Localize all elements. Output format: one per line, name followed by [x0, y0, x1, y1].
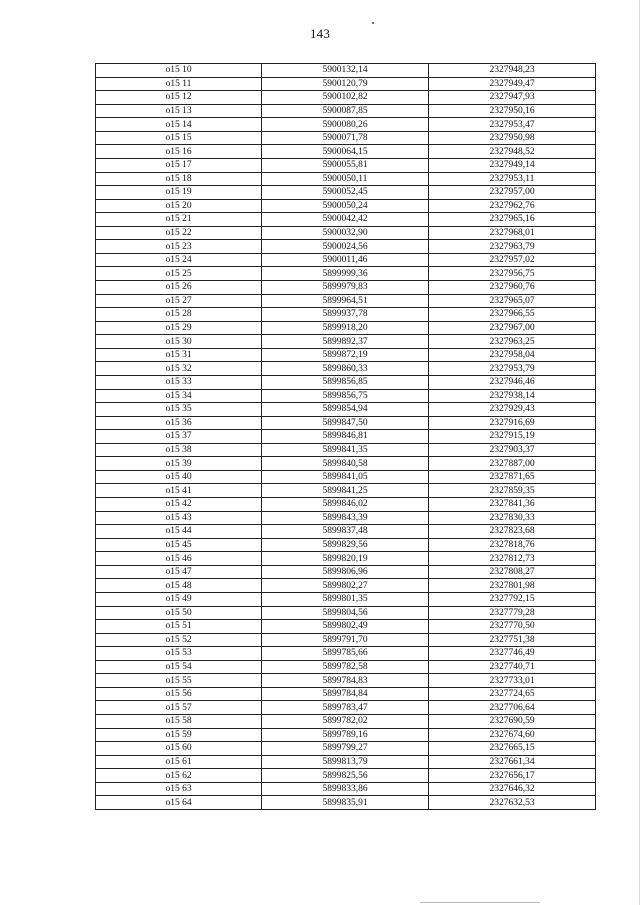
point-id-cell: о15 40: [96, 470, 262, 484]
table-row: [96, 104, 596, 118]
y-coordinate-cell: 2327859,35: [429, 484, 596, 498]
y-coordinate-cell: 2327929,43: [429, 403, 596, 417]
point-id-cell: о15 44: [96, 525, 262, 539]
table-row: [96, 199, 596, 213]
table-row: [96, 64, 596, 78]
y-coordinate-cell: 2327812,73: [429, 552, 596, 566]
table-row: [96, 118, 596, 132]
x-coordinate-cell: 5899892,37: [262, 335, 429, 349]
x-coordinate-cell: 5899783,47: [262, 701, 429, 715]
x-coordinate-cell: 5899856,75: [262, 389, 429, 403]
point-id-cell: о15 24: [96, 253, 262, 267]
point-id-cell: о15 51: [96, 620, 262, 634]
x-coordinate-cell: 5899964,51: [262, 294, 429, 308]
table-row: [96, 538, 596, 552]
y-coordinate-cell: 2327968,01: [429, 226, 596, 240]
x-coordinate-cell: 5900052,45: [262, 186, 429, 200]
y-coordinate-cell: 2327871,65: [429, 470, 596, 484]
x-coordinate-cell: 5899843,39: [262, 511, 429, 525]
table-row: [96, 687, 596, 701]
table-row: [96, 728, 596, 742]
x-coordinate-cell: 5899784,84: [262, 687, 429, 701]
point-id-cell: о15 62: [96, 769, 262, 783]
point-id-cell: о15 15: [96, 131, 262, 145]
point-id-cell: о15 46: [96, 552, 262, 566]
x-coordinate-cell: 5899782,58: [262, 660, 429, 674]
y-coordinate-cell: 2327949,14: [429, 158, 596, 172]
y-coordinate-cell: 2327957,02: [429, 253, 596, 267]
table-row: [96, 769, 596, 783]
point-id-cell: о15 20: [96, 199, 262, 213]
point-id-cell: о15 50: [96, 606, 262, 620]
table-row: [96, 660, 596, 674]
y-coordinate-cell: 2327770,50: [429, 620, 596, 634]
table-row: [96, 552, 596, 566]
point-id-cell: о15 56: [96, 687, 262, 701]
point-id-cell: о15 18: [96, 172, 262, 186]
x-coordinate-cell: 5900102,82: [262, 91, 429, 105]
point-id-cell: о15 30: [96, 335, 262, 349]
x-coordinate-cell: 5899860,33: [262, 362, 429, 376]
table-row: [96, 579, 596, 593]
x-coordinate-cell: 5899979,83: [262, 281, 429, 295]
table-row: [96, 389, 596, 403]
y-coordinate-cell: 2327841,36: [429, 498, 596, 512]
point-id-cell: о15 35: [96, 403, 262, 417]
y-coordinate-cell: 2327751,38: [429, 633, 596, 647]
y-coordinate-cell: 2327887,00: [429, 457, 596, 471]
table-row: [96, 755, 596, 769]
table-row: [96, 226, 596, 240]
point-id-cell: о15 14: [96, 118, 262, 132]
point-id-cell: о15 25: [96, 267, 262, 281]
x-coordinate-cell: 5899841,35: [262, 443, 429, 457]
table-row: [96, 294, 596, 308]
point-id-cell: о15 52: [96, 633, 262, 647]
x-coordinate-cell: 5900132,14: [262, 64, 429, 78]
table-row: [96, 782, 596, 796]
table-row: [96, 620, 596, 634]
point-id-cell: о15 10: [96, 64, 262, 78]
table-row: [96, 403, 596, 417]
x-coordinate-cell: 5899813,79: [262, 755, 429, 769]
point-id-cell: о15 19: [96, 186, 262, 200]
y-coordinate-cell: 2327632,53: [429, 796, 596, 810]
table-row: [96, 77, 596, 91]
y-coordinate-cell: 2327958,04: [429, 348, 596, 362]
y-coordinate-cell: 2327808,27: [429, 565, 596, 579]
y-coordinate-cell: 2327792,15: [429, 592, 596, 606]
x-coordinate-cell: 5899784,83: [262, 674, 429, 688]
y-coordinate-cell: 2327953,47: [429, 118, 596, 132]
table-row: [96, 335, 596, 349]
table-row: [96, 715, 596, 729]
x-coordinate-cell: 5900120,79: [262, 77, 429, 91]
y-coordinate-cell: 2327656,17: [429, 769, 596, 783]
point-id-cell: о15 59: [96, 728, 262, 742]
x-coordinate-cell: 5900087,85: [262, 104, 429, 118]
x-coordinate-cell: 5899846,02: [262, 498, 429, 512]
scan-dot: [372, 22, 374, 24]
y-coordinate-cell: 2327916,69: [429, 416, 596, 430]
y-coordinate-cell: 2327665,15: [429, 742, 596, 756]
y-coordinate-cell: 2327950,98: [429, 131, 596, 145]
y-coordinate-cell: 2327823,68: [429, 525, 596, 539]
table-row: [96, 511, 596, 525]
x-coordinate-cell: 5900071,78: [262, 131, 429, 145]
point-id-cell: о15 47: [96, 565, 262, 579]
scan-bottom-mark: [420, 902, 540, 903]
y-coordinate-cell: 2327950,16: [429, 104, 596, 118]
point-id-cell: о15 23: [96, 240, 262, 254]
table-row: [96, 308, 596, 322]
table-row: [96, 253, 596, 267]
x-coordinate-cell: 5899799,27: [262, 742, 429, 756]
y-coordinate-cell: 2327724,65: [429, 687, 596, 701]
table-row: [96, 267, 596, 281]
table-row: [96, 647, 596, 661]
y-coordinate-cell: 2327956,75: [429, 267, 596, 281]
x-coordinate-cell: 5899802,49: [262, 620, 429, 634]
point-id-cell: о15 43: [96, 511, 262, 525]
point-id-cell: о15 58: [96, 715, 262, 729]
x-coordinate-cell: 5899825,56: [262, 769, 429, 783]
table-row: [96, 375, 596, 389]
table-row: [96, 470, 596, 484]
table-row: [96, 701, 596, 715]
x-coordinate-cell: 5899856,85: [262, 375, 429, 389]
table-row: [96, 416, 596, 430]
y-coordinate-cell: 2327957,00: [429, 186, 596, 200]
point-id-cell: о15 22: [96, 226, 262, 240]
point-id-cell: о15 64: [96, 796, 262, 810]
x-coordinate-cell: 5900042,42: [262, 213, 429, 227]
y-coordinate-cell: 2327706,64: [429, 701, 596, 715]
table-row: [96, 484, 596, 498]
table-row: [96, 742, 596, 756]
point-id-cell: о15 38: [96, 443, 262, 457]
table-row: [96, 674, 596, 688]
point-id-cell: о15 60: [96, 742, 262, 756]
x-coordinate-cell: 5899785,66: [262, 647, 429, 661]
table-row: [96, 91, 596, 105]
table-row: [96, 158, 596, 172]
x-coordinate-cell: 5899804,56: [262, 606, 429, 620]
point-id-cell: о15 36: [96, 416, 262, 430]
coordinates-table: [95, 63, 596, 810]
x-coordinate-cell: 5899846,81: [262, 430, 429, 444]
x-coordinate-cell: 5899872,19: [262, 348, 429, 362]
x-coordinate-cell: 5899789,16: [262, 728, 429, 742]
table-row: [96, 172, 596, 186]
table-row: [96, 592, 596, 606]
point-id-cell: о15 45: [96, 538, 262, 552]
y-coordinate-cell: 2327953,11: [429, 172, 596, 186]
table-row: [96, 633, 596, 647]
x-coordinate-cell: 5899937,78: [262, 308, 429, 322]
table-row: [96, 565, 596, 579]
point-id-cell: о15 53: [96, 647, 262, 661]
point-id-cell: о15 33: [96, 375, 262, 389]
x-coordinate-cell: 5899841,25: [262, 484, 429, 498]
x-coordinate-cell: 5900032,90: [262, 226, 429, 240]
x-coordinate-cell: 5900055,81: [262, 158, 429, 172]
table-row: [96, 606, 596, 620]
y-coordinate-cell: 2327960,76: [429, 281, 596, 295]
point-id-cell: о15 55: [96, 674, 262, 688]
x-coordinate-cell: 5899801,35: [262, 592, 429, 606]
table-row: [96, 796, 596, 810]
y-coordinate-cell: 2327746,49: [429, 647, 596, 661]
point-id-cell: о15 31: [96, 348, 262, 362]
x-coordinate-cell: 5899802,27: [262, 579, 429, 593]
point-id-cell: о15 49: [96, 592, 262, 606]
point-id-cell: о15 11: [96, 77, 262, 91]
point-id-cell: о15 16: [96, 145, 262, 159]
y-coordinate-cell: 2327740,71: [429, 660, 596, 674]
y-coordinate-cell: 2327674,60: [429, 728, 596, 742]
table-row: [96, 145, 596, 159]
y-coordinate-cell: 2327938,14: [429, 389, 596, 403]
table-row: [96, 321, 596, 335]
point-id-cell: о15 48: [96, 579, 262, 593]
y-coordinate-cell: 2327966,55: [429, 308, 596, 322]
y-coordinate-cell: 2327967,00: [429, 321, 596, 335]
x-coordinate-cell: 5899833,86: [262, 782, 429, 796]
page-number: 143: [309, 26, 331, 41]
x-coordinate-cell: 5899841,05: [262, 470, 429, 484]
point-id-cell: о15 63: [96, 782, 262, 796]
table-row: [96, 213, 596, 227]
point-id-cell: о15 42: [96, 498, 262, 512]
point-id-cell: о15 37: [96, 430, 262, 444]
x-coordinate-cell: 5899806,96: [262, 565, 429, 579]
table-row: [96, 348, 596, 362]
table-row: [96, 457, 596, 471]
y-coordinate-cell: 2327801,98: [429, 579, 596, 593]
point-id-cell: о15 29: [96, 321, 262, 335]
point-id-cell: о15 27: [96, 294, 262, 308]
x-coordinate-cell: 5899835,91: [262, 796, 429, 810]
x-coordinate-cell: 5900011,46: [262, 253, 429, 267]
x-coordinate-cell: 5899918,20: [262, 321, 429, 335]
table-row: [96, 498, 596, 512]
table-row: [96, 186, 596, 200]
point-id-cell: о15 26: [96, 281, 262, 295]
point-id-cell: о15 12: [96, 91, 262, 105]
y-coordinate-cell: 2327733,01: [429, 674, 596, 688]
point-id-cell: о15 28: [96, 308, 262, 322]
x-coordinate-cell: 5899782,02: [262, 715, 429, 729]
y-coordinate-cell: 2327965,16: [429, 213, 596, 227]
table-row: [96, 281, 596, 295]
y-coordinate-cell: 2327948,52: [429, 145, 596, 159]
point-id-cell: о15 41: [96, 484, 262, 498]
x-coordinate-cell: 5899829,56: [262, 538, 429, 552]
x-coordinate-cell: 5899840,58: [262, 457, 429, 471]
x-coordinate-cell: 5900050,11: [262, 172, 429, 186]
point-id-cell: о15 61: [96, 755, 262, 769]
table-row: [96, 430, 596, 444]
y-coordinate-cell: 2327818,76: [429, 538, 596, 552]
point-id-cell: о15 32: [96, 362, 262, 376]
x-coordinate-cell: 5899847,50: [262, 416, 429, 430]
y-coordinate-cell: 2327903,37: [429, 443, 596, 457]
table-row: [96, 362, 596, 376]
y-coordinate-cell: 2327965,07: [429, 294, 596, 308]
x-coordinate-cell: 5899854,94: [262, 403, 429, 417]
y-coordinate-cell: 2327948,23: [429, 64, 596, 78]
table-row: [96, 443, 596, 457]
table-row: [96, 131, 596, 145]
point-id-cell: о15 17: [96, 158, 262, 172]
point-id-cell: о15 34: [96, 389, 262, 403]
point-id-cell: о15 21: [96, 213, 262, 227]
y-coordinate-cell: 2327949,47: [429, 77, 596, 91]
x-coordinate-cell: 5899820,19: [262, 552, 429, 566]
y-coordinate-cell: 2327661,34: [429, 755, 596, 769]
y-coordinate-cell: 2327947,93: [429, 91, 596, 105]
y-coordinate-cell: 2327963,79: [429, 240, 596, 254]
table-row: [96, 525, 596, 539]
y-coordinate-cell: 2327779,28: [429, 606, 596, 620]
point-id-cell: о15 57: [96, 701, 262, 715]
point-id-cell: о15 13: [96, 104, 262, 118]
y-coordinate-cell: 2327690,59: [429, 715, 596, 729]
y-coordinate-cell: 2327830,33: [429, 511, 596, 525]
y-coordinate-cell: 2327953,79: [429, 362, 596, 376]
y-coordinate-cell: 2327646,32: [429, 782, 596, 796]
y-coordinate-cell: 2327915,19: [429, 430, 596, 444]
x-coordinate-cell: 5900080,26: [262, 118, 429, 132]
x-coordinate-cell: 5900024,56: [262, 240, 429, 254]
y-coordinate-cell: 2327962,76: [429, 199, 596, 213]
x-coordinate-cell: 5900064,15: [262, 145, 429, 159]
coordinates-table-body: [96, 64, 596, 810]
x-coordinate-cell: 5899791,70: [262, 633, 429, 647]
x-coordinate-cell: 5900050,24: [262, 199, 429, 213]
x-coordinate-cell: 5899837,48: [262, 525, 429, 539]
point-id-cell: о15 54: [96, 660, 262, 674]
y-coordinate-cell: 2327963,25: [429, 335, 596, 349]
point-id-cell: о15 39: [96, 457, 262, 471]
x-coordinate-cell: 5899999,36: [262, 267, 429, 281]
y-coordinate-cell: 2327946,46: [429, 375, 596, 389]
table-row: [96, 240, 596, 254]
